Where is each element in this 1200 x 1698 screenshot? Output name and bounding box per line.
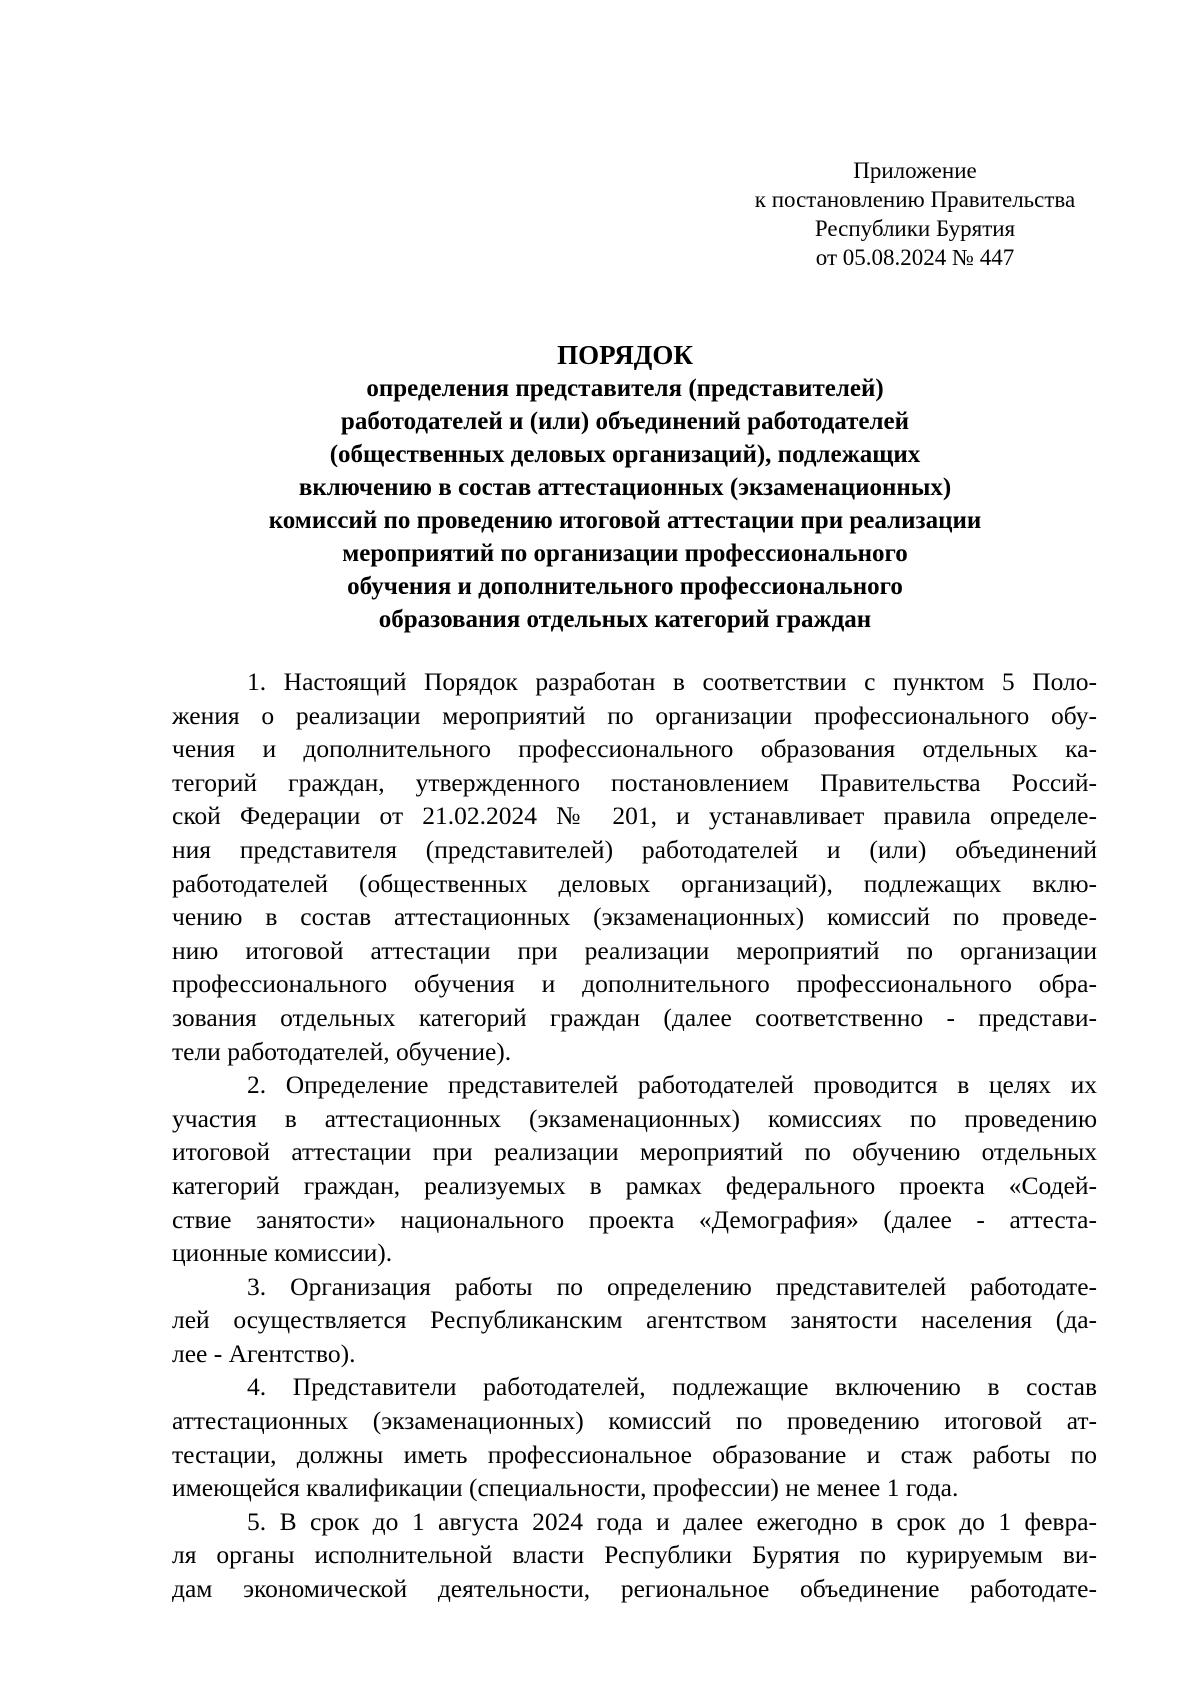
appendix-line: к постановлению Правительства bbox=[754, 187, 1076, 212]
paragraph-line: лей осуществляется Республиканским агентством занятости населения (да- bbox=[172, 1305, 1097, 1335]
paragraph-line: ния представителя (представителей) работодателей и (или) объединений bbox=[172, 834, 1097, 864]
paragraph-line: 3. Организация работы по определению представителей работодате- bbox=[247, 1271, 1097, 1301]
subtitle-line: (общественных деловых организаций), подлежащих bbox=[329, 441, 921, 468]
paragraph-line: 4. Представители работодателей, подлежащие включению в состав bbox=[247, 1372, 1097, 1402]
title-subtitle bbox=[160, 372, 1090, 636]
paragraph-line: аттестационных (экзаменационных) комиссий по проведению итоговой ат- bbox=[172, 1406, 1097, 1436]
paragraph-line: ствие занятости» национального проекта «Демография» (далее - аттеста- bbox=[172, 1204, 1097, 1234]
paragraph-line: жения о реализации мероприятий по организации профессионального обу- bbox=[172, 700, 1097, 730]
appendix-line: Республики Бурятия bbox=[814, 216, 1016, 241]
subtitle-line: обучения и дополнительного профессионального bbox=[347, 573, 903, 600]
paragraph-line: чения и дополнительного профессионального образования отдельных ка- bbox=[172, 734, 1097, 764]
document-title bbox=[160, 338, 1090, 636]
paragraph-line: тели работодателей, обучение). bbox=[172, 1036, 512, 1066]
paragraph-line: дам экономической деятельности, региональное объединение работодате- bbox=[172, 1574, 1097, 1604]
paragraph-4 bbox=[172, 1370, 1097, 1504]
paragraph-line: ля органы исполнительной власти Республики Бурятия по курируемым ви- bbox=[172, 1540, 1097, 1570]
paragraph-line: 5. В срок до 1 августа 2024 года и далее ежегодно в срок до 1 февра- bbox=[247, 1506, 1097, 1536]
paragraph-line: тестации, должны иметь профессиональное образование и стаж работы по bbox=[172, 1439, 1097, 1469]
paragraph-line: категорий граждан, реализуемых в рамках федерального проекта «Содей- bbox=[172, 1170, 1097, 1200]
paragraph-5 bbox=[172, 1505, 1097, 1606]
paragraph-line: ской Федерации от 21.02.2024 № 201, и устанавливает правила определе- bbox=[172, 801, 1097, 831]
paragraph-line: зования отдельных категорий граждан (далее соответственно - представи- bbox=[172, 1002, 1097, 1032]
paragraph-line: 1. Настоящий Порядок разработан в соответствии с пунктом 5 Поло- bbox=[247, 667, 1097, 696]
paragraph-2 bbox=[172, 1068, 1097, 1270]
appendix-line: Приложение bbox=[853, 158, 977, 183]
paragraph-line: участия в аттестационных (экзаменационных) комиссиях по проведению bbox=[172, 1103, 1097, 1133]
paragraph-line: лее - Агентство). bbox=[172, 1338, 356, 1368]
appendix-line: от 05.08.2024 № 447 bbox=[815, 245, 1015, 270]
appendix-block bbox=[730, 156, 1100, 272]
paragraph-line: итоговой аттестации при реализации мероприятий по обучению отдельных bbox=[172, 1137, 1097, 1167]
subtitle-line: мероприятий по организации профессионального bbox=[342, 540, 908, 567]
paragraph-line: чению в состав аттестационных (экзаменационных) комиссий по проведе- bbox=[172, 902, 1097, 932]
paragraph-line: работодателей (общественных деловых организаций), подлежащих вклю- bbox=[172, 868, 1097, 898]
subtitle-line: включению в состав аттестационных (экзаменационных) bbox=[298, 474, 952, 501]
paragraph-1 bbox=[172, 665, 1097, 1068]
paragraph-line: 2. Определение представителей работодателей проводится в целях их bbox=[247, 1070, 1097, 1100]
document-body bbox=[172, 665, 1097, 1606]
paragraph-line: ционные комиссии). bbox=[172, 1238, 393, 1268]
title-main: ПОРЯДОК bbox=[557, 340, 693, 370]
paragraph-3 bbox=[172, 1270, 1097, 1371]
subtitle-line: образования отдельных категорий граждан bbox=[378, 606, 872, 633]
paragraph-line: имеющейся квалификации (специальности, профессии) не менее 1 года. bbox=[172, 1473, 959, 1503]
subtitle-line: комиссий по проведению итоговой аттестации при реализации bbox=[268, 507, 982, 534]
subtitle-line: работодателей и (или) объединений работодателей bbox=[340, 408, 910, 435]
paragraph-line: тегорий граждан, утвержденного постановлением Правительства Россий- bbox=[172, 767, 1097, 797]
subtitle-line: определения представителя (представителей) bbox=[366, 375, 884, 402]
paragraph-line: нию итоговой аттестации при реализации мероприятий по организации bbox=[172, 935, 1097, 965]
paragraph-line: профессионального обучения и дополнительного профессионального обра- bbox=[172, 969, 1097, 999]
